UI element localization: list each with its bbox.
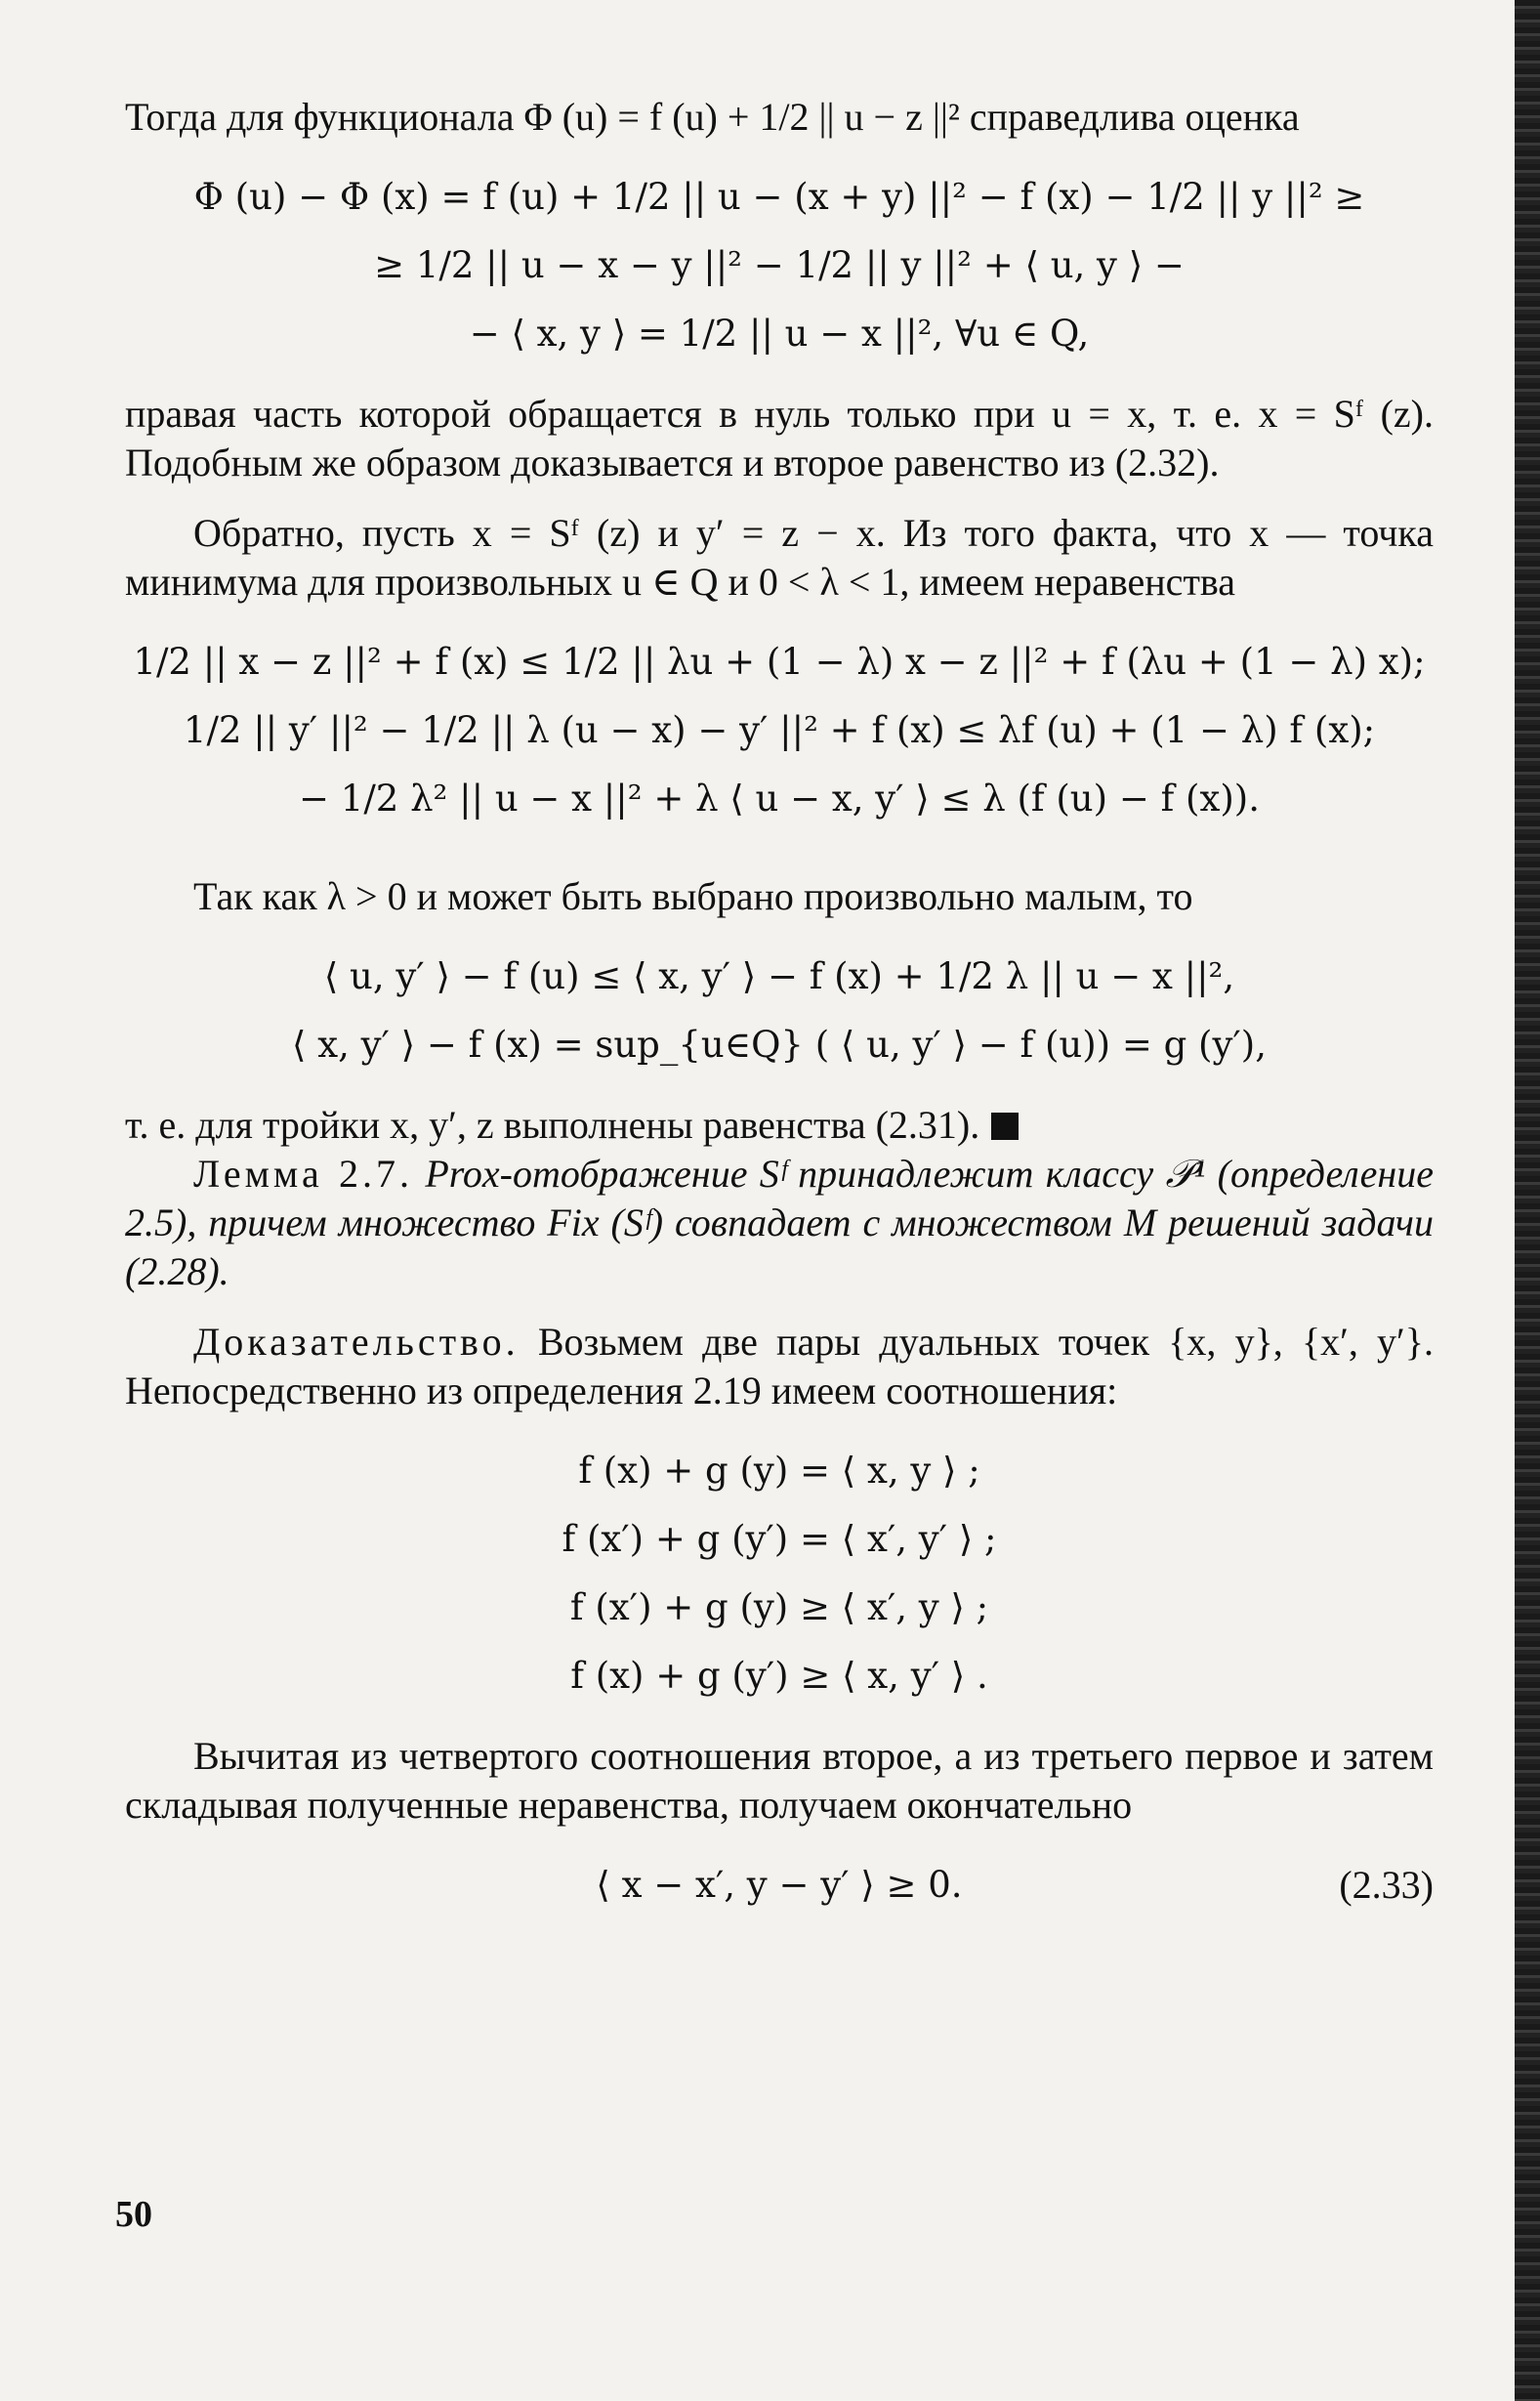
equation-2-33-body: ⟨ x − x′, y − y′ ⟩ ≥ 0.	[596, 1864, 963, 1906]
paragraph-subtracting: Вычитая из четвертого соотношения второе, а из третьего первое и затем складывая полученные неравенства, получаем окончательно	[125, 1734, 1434, 1827]
equation-2-line-3: − 1/2 λ² || u − x ||² + λ ⟨ u − x, y′ ⟩ ≤ λ (f (u) − f (x)).	[299, 778, 1260, 820]
equation-2-33	[125, 1851, 1434, 1919]
equation-1-line-3: − ⟨ x, y ⟩ = 1/2 || u − x ||², ∀u ∈ Q,	[469, 313, 1090, 355]
equation-3-line-2: ⟨ x, y′ ⟩ − f (x) = sup_{u∈Q} ( ⟨ u, y′ ⟩ − f (u)) = g (y′),	[292, 1024, 1267, 1066]
equation-2-line-1: 1/2 || x − z ||² + f (x) ≤ 1/2 || λu + (1 − λ) x − z ||² + f (λu + (1 − λ) x);	[133, 641, 1426, 683]
equation-4-line-4: f (x) + g (y′) ≥ ⟨ x, y′ ⟩ .	[570, 1655, 988, 1697]
page-number: 50	[115, 2194, 152, 2235]
equation-1-line-1: Φ (u) − Φ (x) = f (u) + 1/2 || u − (x + y) ||² − f (x) − 1/2 || y ||² ≥	[193, 176, 1365, 218]
paragraph-conversely: Обратно, пусть x = Sᶠ (z) и y′ = z − x. Из того факта, что x — точка минимума для произвольных u ∈ Q и 0 < λ < 1, имеем неравенства	[125, 511, 1434, 604]
paragraph-triple	[125, 1101, 1434, 1150]
paragraph-functional: Тогда для функционала Φ (u) = f (u) + 1/2 || u − z ||² справедлива оценка	[125, 95, 1300, 139]
triple-text: т. е. для тройки x, y′, z выполнены равенства (2.31).	[125, 1103, 980, 1147]
equation-4-line-3: f (x′) + g (y) ≥ ⟨ x′, y ⟩ ;	[569, 1586, 989, 1628]
equation-number: (2.33)	[1339, 1863, 1434, 1907]
equation-1-line-2: ≥ 1/2 || u − x − y ||² − 1/2 || y ||² + ⟨ u, y ⟩ −	[374, 244, 1185, 286]
proof-paragraph	[125, 1318, 1434, 1415]
qed-square-icon	[991, 1113, 1019, 1140]
equation-3-line-1: ⟨ u, y′ ⟩ − f (u) ≤ ⟨ x, y′ ⟩ − f (x) + 1/2 λ || u − x ||²,	[323, 955, 1235, 997]
proof-label: Доказательство.	[193, 1320, 520, 1364]
lemma-statement: Prox-отображение Sᶠ принадлежит классу 𝒫¹ (определение 2.5), причем множество Fix (Sᶠ) совпадает с множеством M решений задачи (2.28).	[125, 1152, 1435, 1293]
page-edge-shadow	[1515, 0, 1540, 2401]
paragraph-right-side: правая часть которой обращается в нуль только при u = x, т. е. x = Sᶠ (z). Подобным же образом доказывается и второе равенство из (2.32).	[125, 392, 1434, 484]
equation-4-line-1: f (x) + g (y) = ⟨ x, y ⟩ ;	[578, 1450, 980, 1492]
lemma-2-7	[125, 1150, 1434, 1296]
equation-4-line-2: f (x′) + g (y′) = ⟨ x′, y′ ⟩ ;	[562, 1518, 997, 1560]
proof-text: Возьмем две пары дуальных точек {x, y}, {x′, y′}. Непосредственно из определения 2.19 имеем соотношения:	[125, 1320, 1435, 1412]
equation-2-line-2: 1/2 || y′ ||² − 1/2 || λ (u − x) − y′ ||² + f (x) ≤ λf (u) + (1 − λ) f (x);	[183, 709, 1376, 751]
lemma-label: Лемма 2.7.	[193, 1152, 414, 1196]
paragraph-lambda: Так как λ > 0 и может быть выбрано произвольно малым, то	[193, 874, 1193, 918]
page-content	[125, 93, 1434, 1919]
